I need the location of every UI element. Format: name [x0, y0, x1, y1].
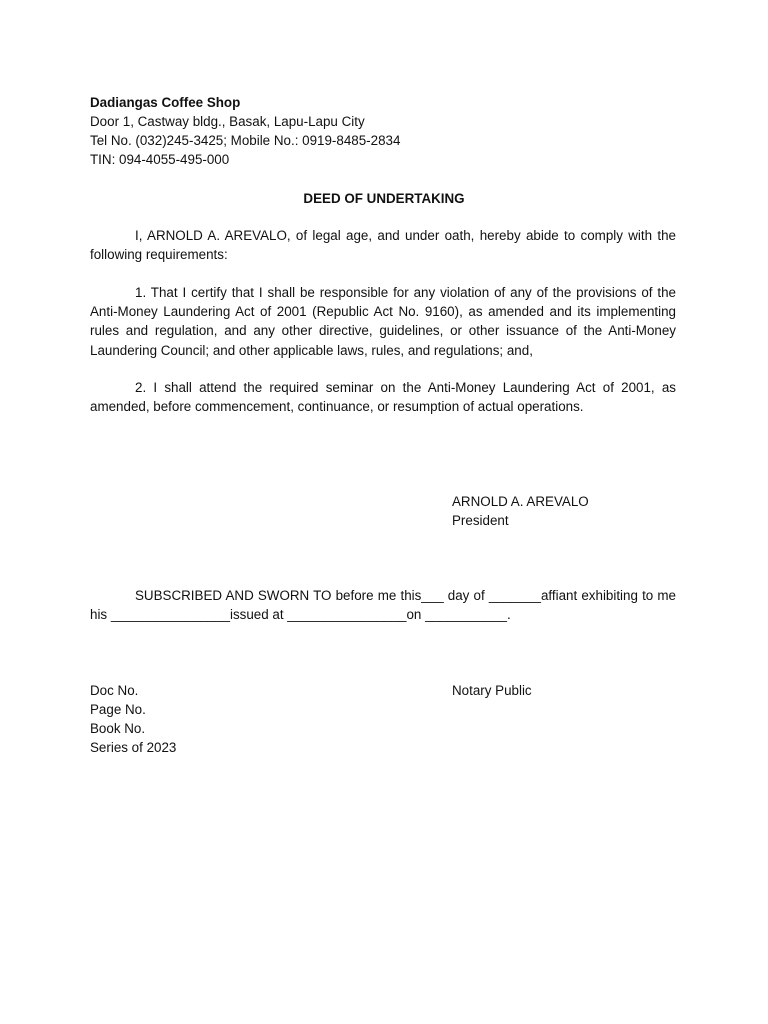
doc-no-label: Doc No. [90, 683, 139, 698]
signatory-name: ARNOLD A. AREVALO [452, 494, 589, 509]
book-no-label: Book No. [90, 721, 146, 736]
company-tin: TIN: 094-4055-495-000 [90, 152, 230, 167]
notary-public-label: Notary Public [452, 683, 532, 698]
undertaking-item-2: 2. I shall attend the required seminar on the Anti-Money Laundering Act of 2001, as amended, before commencement, continuance, or resumption of actual operations. [90, 380, 676, 415]
page-no-label: Page No. [90, 702, 146, 717]
intro-paragraph: I, ARNOLD A. AREVALO, of legal age, and under oath, hereby abide to comply with the following requirements: [90, 228, 676, 263]
undertaking-item-1: 1. That I certify that I shall be responsible for any violation of any of the provisions of the Anti-Money Laundering Act of 2001 (Republic Act No. 9160), as amended and its implementing rules and regulation, and any other directive, guidelines, or other issuance of the Anti-Money Laundering Council; and other applicable laws, rules, and regulations; and, [90, 285, 676, 358]
signatory-position: President [452, 513, 509, 528]
company-name: Dadiangas Coffee Shop [90, 95, 241, 110]
document-title: DEED OF UNDERTAKING [303, 191, 465, 206]
series-label: Series of 2023 [90, 740, 177, 755]
company-address: Door 1, Castway bldg., Basak, Lapu-Lapu City [90, 114, 365, 129]
company-contact: Tel No. (032)245-3425; Mobile No.: 0919-8485-2834 [90, 133, 401, 148]
jurat-paragraph: SUBSCRIBED AND SWORN TO before me this___ day of _______affiant exhibiting to me his ________________issued at ________________on ___________. [90, 588, 676, 623]
